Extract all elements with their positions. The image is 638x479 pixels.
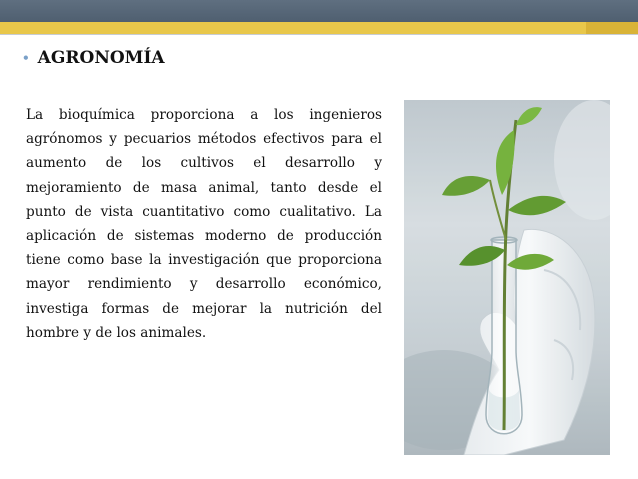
plant-test-tube-photo bbox=[404, 100, 610, 455]
bullet-icon: • bbox=[22, 51, 30, 65]
header-bar bbox=[0, 0, 638, 22]
slide-title-text: AGRONOMÍA bbox=[37, 48, 165, 68]
plant-in-test-tube-icon bbox=[404, 100, 610, 455]
accent-stripe-tab bbox=[586, 22, 638, 34]
accent-stripe bbox=[0, 22, 638, 34]
divider bbox=[0, 34, 638, 35]
slide-body-text: La bioquímica proporciona a los ingenieros agrónomos y pecuarios métodos efectivos para el aumento de los cultivos el desarrollo y mejoramiento de masa animal, tanto desde el punto de vista cuantitativo como cualitativo. La aplicación de sistemas moderno de producción tiene como base la investigación que proporciona mayor rendimiento y desarrollo económico, investiga formas de mejorar la nutrición del hombre y de los animales. bbox=[26, 107, 382, 341]
slide-title bbox=[22, 48, 165, 68]
